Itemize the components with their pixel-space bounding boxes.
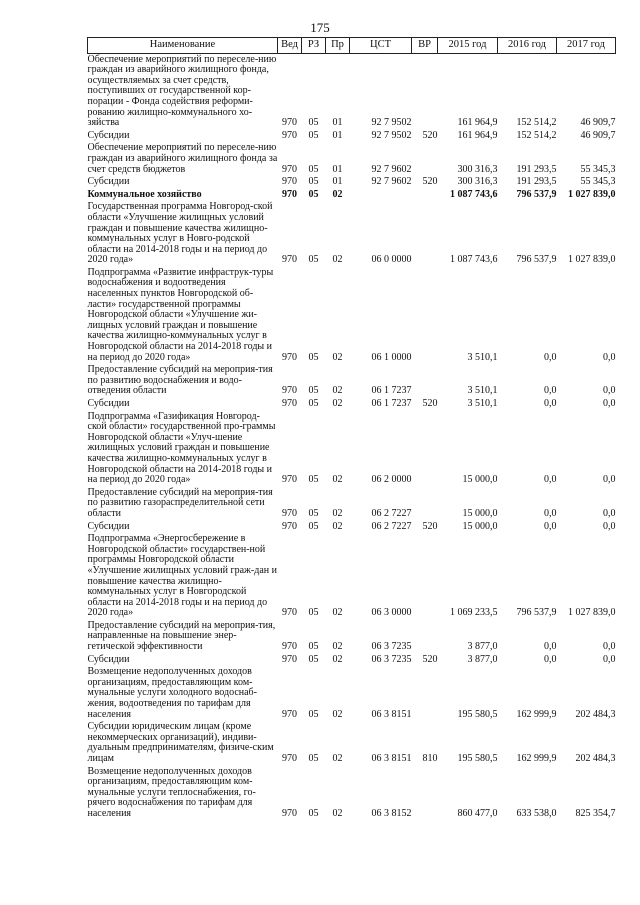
row-vr: 520 bbox=[422, 520, 438, 532]
row-vr bbox=[412, 411, 438, 487]
row-2015: 15 000,0 bbox=[462, 507, 498, 519]
row-pr: 02 bbox=[332, 641, 343, 653]
row-ved: 970 bbox=[282, 385, 297, 397]
row-cst: 06 3 8151 bbox=[371, 753, 412, 764]
row-ved: 970 bbox=[282, 607, 297, 619]
row-name: Субсидии bbox=[87, 129, 130, 141]
row-ved: 970 bbox=[282, 398, 297, 409]
row-2017: 1 027 839,0 bbox=[568, 254, 616, 266]
row-name: Обеспечение мероприятий по переселе-нию граждан из аварийного жилищного фонда, осуществляемых за счет средств, поступивших от государственной кор-порации - Фонда содействия реформи-рованию жилищно-коммунального хо-зяйства bbox=[87, 53, 277, 129]
row-rz: 05 bbox=[308, 117, 319, 129]
row-2016: 152 514,2 bbox=[516, 129, 557, 141]
row-rz: 05 bbox=[308, 807, 319, 819]
row-2016: 0,0 bbox=[544, 653, 557, 665]
row-2016: 0,0 bbox=[544, 507, 557, 519]
row-2016: 191 293,5 bbox=[516, 163, 557, 175]
row-2016: 0,0 bbox=[544, 398, 557, 409]
row-vr bbox=[412, 487, 438, 521]
row-pr: 02 bbox=[332, 188, 343, 200]
row-vr bbox=[412, 53, 438, 130]
row-vr bbox=[412, 533, 438, 620]
row-2015: 195 580,5 bbox=[457, 753, 498, 764]
table-row bbox=[88, 654, 616, 667]
row-2015: 300 316,3 bbox=[457, 176, 498, 188]
row-2017: 55 345,3 bbox=[580, 176, 616, 188]
row-2015: 1 087 743,6 bbox=[450, 254, 498, 266]
row-name: Коммунальное хозяйство bbox=[87, 188, 202, 200]
row-rz: 05 bbox=[308, 753, 319, 764]
table-header-row bbox=[88, 38, 616, 54]
row-vr bbox=[412, 189, 438, 202]
col-header-2017: 2017 год bbox=[557, 38, 616, 54]
row-ved: 970 bbox=[282, 163, 297, 175]
row-2015: 3 510,1 bbox=[467, 385, 498, 397]
row-vr bbox=[412, 666, 438, 721]
row-name: Предоставление субсидий на мероприя-тия по развитию газораспределительной сети области bbox=[87, 486, 273, 519]
col-header-name: Наименование bbox=[88, 38, 278, 54]
page-number: 175 bbox=[310, 20, 330, 35]
row-2017: 0,0 bbox=[603, 653, 616, 665]
row-pr: 02 bbox=[332, 653, 343, 665]
row-name: Подпрограмма «Развитие инфраструк-туры водоснабжения и водоотведения населенных пунктов Новгородской об-ласти» государственной программы Новгородской области «Улучшение жи-лищных условий граждан и повышение качества жилищно-коммунальных услуг в Новгородской области на 2014-2018 годы и на период до 2020 года» bbox=[87, 266, 274, 363]
col-header-2016: 2016 год bbox=[498, 38, 557, 54]
row-name: Государственная программа Новгород-ской области «Улучшение жилищных условий граждан и повышение качества жилищно-коммунальных услуг в Новго-родской области на 2014-2018 годы и на период до 2020 года» bbox=[87, 201, 273, 266]
row-2017: 0,0 bbox=[603, 520, 616, 532]
row-ved: 970 bbox=[282, 708, 297, 720]
table-row bbox=[88, 189, 616, 202]
row-2016: 0,0 bbox=[544, 351, 557, 363]
row-cst: 92 7 9502 bbox=[371, 129, 412, 141]
row-ved: 970 bbox=[282, 188, 297, 200]
row-cst: 06 1 7237 bbox=[371, 398, 412, 409]
row-rz: 05 bbox=[308, 474, 319, 486]
row-2017: 55 345,3 bbox=[580, 163, 616, 175]
row-vr bbox=[412, 766, 438, 821]
row-2017: 825 354,7 bbox=[575, 807, 616, 819]
row-vr bbox=[412, 142, 438, 176]
row-2017: 0,0 bbox=[603, 398, 616, 409]
row-cst: 06 3 7235 bbox=[371, 653, 412, 665]
row-pr: 01 bbox=[332, 129, 343, 141]
row-rz: 05 bbox=[308, 398, 319, 409]
row-pr: 02 bbox=[332, 351, 343, 363]
row-2017: 46 909,7 bbox=[580, 117, 616, 129]
row-pr: 02 bbox=[332, 474, 343, 486]
table-row bbox=[88, 533, 616, 620]
row-2016: 191 293,5 bbox=[516, 176, 557, 188]
table-row bbox=[88, 201, 616, 267]
row-2015: 3 510,1 bbox=[467, 351, 498, 363]
row-name: Субсидии bbox=[87, 653, 130, 665]
col-header-rz: РЗ bbox=[302, 38, 326, 54]
col-header-cst: ЦСТ bbox=[350, 38, 412, 54]
row-ved: 970 bbox=[282, 507, 297, 519]
row-2015: 15 000,0 bbox=[462, 474, 498, 486]
row-vr: 520 bbox=[422, 398, 438, 409]
table-row bbox=[88, 130, 616, 143]
row-rz: 05 bbox=[308, 607, 319, 619]
row-rz: 05 bbox=[308, 176, 319, 188]
row-ved: 970 bbox=[282, 351, 297, 363]
row-cst bbox=[350, 189, 412, 202]
table-row bbox=[88, 411, 616, 487]
row-pr: 02 bbox=[332, 385, 343, 397]
row-pr: 02 bbox=[332, 708, 343, 720]
row-2015: 15 000,0 bbox=[462, 520, 498, 532]
row-2015: 161 964,9 bbox=[457, 117, 498, 129]
row-vr bbox=[412, 364, 438, 398]
row-2017: 202 484,3 bbox=[575, 753, 616, 764]
row-2017: 0,0 bbox=[603, 474, 616, 486]
row-vr: 520 bbox=[422, 653, 438, 665]
row-vr bbox=[412, 267, 438, 364]
row-2016: 162 999,9 bbox=[516, 708, 557, 720]
row-vr: 810 bbox=[422, 753, 438, 764]
row-cst: 06 0 0000 bbox=[371, 254, 412, 266]
row-name: Предоставление субсидий на мероприя-тия, направленные на повышение энер-гетической эффективности bbox=[87, 619, 276, 653]
budget-table bbox=[87, 37, 616, 821]
row-2015: 195 580,5 bbox=[457, 708, 498, 720]
row-rz: 05 bbox=[308, 520, 319, 532]
row-2015: 860 477,0 bbox=[457, 807, 498, 819]
row-2016: 0,0 bbox=[544, 520, 557, 532]
row-name: Предоставление субсидий на мероприя-тия по развитию водоснабжения и водо-отведения области bbox=[87, 364, 273, 397]
row-rz: 05 bbox=[308, 188, 319, 200]
table-row bbox=[88, 142, 616, 176]
row-2015: 3 877,0 bbox=[467, 653, 498, 665]
row-2016: 0,0 bbox=[544, 474, 557, 486]
row-2016: 796 537,9 bbox=[516, 254, 557, 266]
table-row bbox=[88, 620, 616, 654]
row-2015: 1 069 233,5 bbox=[450, 607, 498, 619]
row-2016: 633 538,0 bbox=[516, 807, 557, 819]
row-2017: 0,0 bbox=[603, 351, 616, 363]
row-name: Субсидии юридическим лицам (кроме некоммерческих организаций), индиви-дуальным предпринимателям, физиче-ским лицам bbox=[87, 721, 274, 764]
row-cst: 06 1 7237 bbox=[371, 385, 412, 397]
row-cst: 06 1 0000 bbox=[371, 351, 412, 363]
table-row bbox=[88, 666, 616, 721]
row-ved: 970 bbox=[282, 641, 297, 653]
row-2017: 46 909,7 bbox=[580, 129, 616, 141]
row-rz: 05 bbox=[308, 641, 319, 653]
row-rz: 05 bbox=[308, 507, 319, 519]
row-2016: 796 537,9 bbox=[516, 607, 557, 619]
table-row bbox=[88, 364, 616, 398]
table-row bbox=[88, 721, 616, 765]
col-header-ved: Вед bbox=[278, 38, 302, 54]
row-ved: 970 bbox=[282, 807, 297, 819]
row-2017: 1 027 839,0 bbox=[568, 607, 616, 619]
row-name: Субсидии bbox=[87, 398, 130, 409]
row-vr bbox=[412, 201, 438, 267]
row-2016: 0,0 bbox=[544, 385, 557, 397]
row-pr: 02 bbox=[332, 254, 343, 266]
row-cst: 06 2 7227 bbox=[371, 507, 412, 519]
row-cst: 92 7 9602 bbox=[371, 176, 412, 188]
row-2016: 796 537,9 bbox=[516, 188, 557, 200]
table-row bbox=[88, 398, 616, 411]
row-cst: 06 2 7227 bbox=[371, 520, 412, 532]
table-row bbox=[88, 521, 616, 534]
row-2016: 162 999,9 bbox=[516, 753, 557, 764]
row-pr: 02 bbox=[332, 807, 343, 819]
row-2016: 0,0 bbox=[544, 641, 557, 653]
row-cst: 06 3 0000 bbox=[371, 607, 412, 619]
row-2017: 0,0 bbox=[603, 507, 616, 519]
row-2015: 1 087 743,6 bbox=[450, 188, 498, 200]
row-rz: 05 bbox=[308, 163, 319, 175]
row-ved: 970 bbox=[282, 753, 297, 764]
row-name: Возмещение недополученных доходов организациям, предоставляющим ком-мунальные услуги теплоснабжения, го-рячего водоснабжения по тарифам для населения bbox=[87, 765, 256, 819]
row-pr: 01 bbox=[332, 176, 343, 188]
row-2015: 3 510,1 bbox=[467, 398, 498, 409]
row-cst: 06 2 0000 bbox=[371, 474, 412, 486]
row-2016: 152 514,2 bbox=[516, 117, 557, 129]
table-row bbox=[88, 267, 616, 364]
row-vr bbox=[412, 620, 438, 654]
row-vr: 520 bbox=[422, 176, 438, 188]
row-pr: 02 bbox=[332, 753, 343, 764]
col-header-2015: 2015 год bbox=[438, 38, 498, 54]
row-ved: 970 bbox=[282, 653, 297, 665]
table-row bbox=[88, 766, 616, 821]
col-header-pr: Пр bbox=[326, 38, 350, 54]
row-pr: 02 bbox=[332, 607, 343, 619]
row-name: Подпрограмма «Энергосбережение в Новгородской области» государствен-ной программы Новгородской области «Улучшение жилищных условий граж-дан и повышение качества жилищно-коммунальных услуг в Новгородской области на 2014-2018 годы и на период до 2020 года» bbox=[87, 533, 277, 619]
row-cst: 92 7 9502 bbox=[371, 117, 412, 129]
row-2015: 300 316,3 bbox=[457, 163, 498, 175]
table-row bbox=[88, 487, 616, 521]
row-rz: 05 bbox=[308, 254, 319, 266]
row-pr: 02 bbox=[332, 507, 343, 519]
row-2015: 161 964,9 bbox=[457, 129, 498, 141]
row-ved: 970 bbox=[282, 117, 297, 129]
row-ved: 970 bbox=[282, 474, 297, 486]
row-cst: 06 3 7235 bbox=[371, 641, 412, 653]
row-rz: 05 bbox=[308, 385, 319, 397]
table-row bbox=[88, 176, 616, 189]
col-header-vr: ВР bbox=[412, 38, 438, 54]
row-rz: 05 bbox=[308, 129, 319, 141]
row-name: Подпрограмма «Газификация Новгород-ской области» государственной про-граммы Новгородской области «Улуч-шение жилищных условий граждан и повышение качества жилищно-коммунальных услуг в Новгородской области на 2014-2018 годы и на период до 2020 года» bbox=[87, 410, 276, 486]
row-2017: 0,0 bbox=[603, 385, 616, 397]
row-ved: 970 bbox=[282, 254, 297, 266]
row-ved: 970 bbox=[282, 520, 297, 532]
row-pr: 01 bbox=[332, 117, 343, 129]
row-name: Возмещение недополученных доходов организациям, предоставляющим ком-мунальные услуги холодного водоснаб-жения, водоотведения по тарифам для населения bbox=[87, 666, 257, 720]
row-pr: 01 bbox=[332, 163, 343, 175]
row-ved: 970 bbox=[282, 176, 297, 188]
table-row bbox=[88, 53, 616, 130]
row-cst: 92 7 9602 bbox=[371, 163, 412, 175]
row-name: Обеспечение мероприятий по переселе-нию граждан из аварийного жилищного фонда за счет средств бюджетов bbox=[87, 142, 278, 175]
row-rz: 05 bbox=[308, 653, 319, 665]
row-vr: 520 bbox=[422, 129, 438, 141]
row-rz: 05 bbox=[308, 351, 319, 363]
row-ved: 970 bbox=[282, 129, 297, 141]
row-2017: 1 027 839,0 bbox=[568, 188, 616, 200]
row-cst: 06 3 8151 bbox=[371, 708, 412, 720]
row-2015: 3 877,0 bbox=[467, 641, 498, 653]
row-pr: 02 bbox=[332, 398, 343, 409]
row-name: Субсидии bbox=[87, 520, 130, 532]
row-name: Субсидии bbox=[87, 176, 130, 188]
row-2017: 0,0 bbox=[603, 641, 616, 653]
row-rz: 05 bbox=[308, 708, 319, 720]
row-pr: 02 bbox=[332, 520, 343, 532]
row-2017: 202 484,3 bbox=[575, 708, 616, 720]
row-cst: 06 3 8152 bbox=[371, 807, 412, 819]
